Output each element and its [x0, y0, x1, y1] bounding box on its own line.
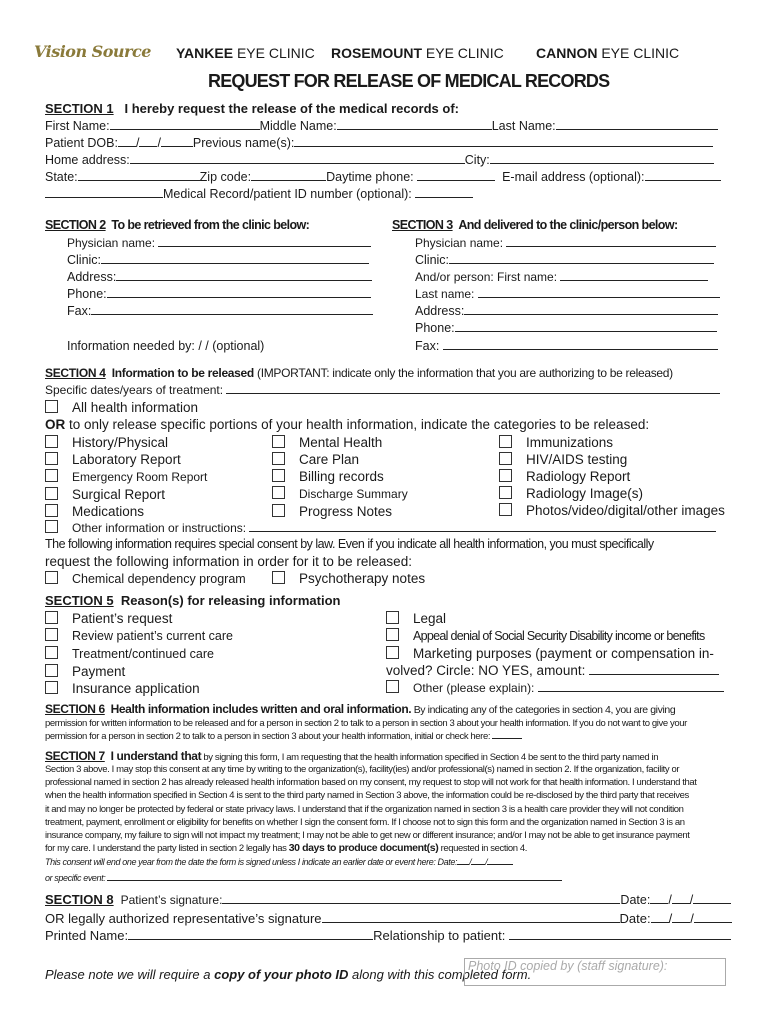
- section4-heading: SECTION 4 Information to be released (IMPORTANT: indicate only the information that you are authorizing to be released): [45, 366, 673, 380]
- s3-clinic: Clinic:: [415, 253, 714, 267]
- expire-year[interactable]: [487, 863, 513, 865]
- rep-date-m[interactable]: [651, 921, 669, 923]
- cat-mental-health[interactable]: Mental Health: [272, 434, 408, 451]
- section3-heading: SECTION 3 And delivered to the clinic/person below:: [392, 218, 678, 232]
- cat-discharge[interactable]: Discharge Summary: [272, 485, 408, 503]
- s4-dates-field[interactable]: [226, 392, 720, 394]
- s3-person: And/or person: First name:: [415, 270, 708, 284]
- page-title: REQUEST FOR RELEASE OF MEDICAL RECORDS: [208, 71, 610, 91]
- s2-address: Address:: [67, 270, 372, 284]
- s6-line2: permission for written information to be released and for a person in section 2 to talk to a person in section 3 about your health information. If you do not want to give your: [45, 718, 687, 729]
- psych-checkbox[interactable]: [272, 571, 285, 584]
- photo-id-stamp-label: Photo ID copied by (staff signature):: [468, 959, 668, 973]
- rep-date-d[interactable]: [672, 921, 690, 923]
- other-info-field[interactable]: [249, 530, 716, 532]
- photo-id-stamp-box[interactable]: [464, 958, 726, 986]
- s8-printed: Printed Name: Relationship to patient:: [45, 928, 731, 943]
- s3-phone: Phone:: [415, 321, 717, 335]
- s3-last: Last name:: [415, 287, 720, 301]
- dob-year-field[interactable]: [161, 145, 193, 147]
- row-dob: Patient DOB: / / Previous name(s):: [45, 136, 713, 150]
- s3-first-name-field[interactable]: [560, 279, 708, 281]
- s2-clinic-field[interactable]: [101, 262, 369, 264]
- s4-all-health[interactable]: All health information: [45, 400, 198, 415]
- clinic-cannon: CANNON EYE CLINIC: [536, 45, 680, 61]
- sig-date-y[interactable]: [693, 902, 731, 904]
- s8-rep: OR legally authorized representative’s signature Date: / /: [45, 911, 732, 926]
- s4-or-line: OR to only release specific portions of your health information, indicate the categories to be released:: [45, 417, 650, 432]
- reason-insurance[interactable]: Insurance application: [45, 680, 233, 697]
- section5-heading: SECTION 5 Reason(s) for releasing information: [45, 593, 341, 608]
- row-state: State: Zip code: Daytime phone: E-mail address (optional):: [45, 170, 721, 184]
- expire-month[interactable]: [457, 863, 469, 865]
- reason-appeal[interactable]: Appeal denial of Social Security Disability income or benefits: [386, 627, 724, 645]
- section7-heading: SECTION 7 I understand that by signing this form, I am requesting that the health information specified in Section 4 be sent to the third party named in: [45, 749, 659, 763]
- event-field[interactable]: [107, 879, 562, 881]
- cat-care-plan[interactable]: Care Plan: [272, 451, 408, 468]
- s4-col2: [272, 434, 408, 520]
- reason-patient-request[interactable]: Patient’s request: [45, 610, 233, 627]
- s4-col3: [499, 434, 725, 519]
- section2-heading: SECTION 2 To be retrieved from the clinic below:: [45, 218, 310, 232]
- cat-radiology-report[interactable]: Radiology Report: [499, 468, 725, 485]
- s2-needed-by: Information needed by: / / (optional): [67, 339, 265, 353]
- s3-physician: Physician name:: [415, 236, 716, 250]
- cat-medications[interactable]: Medications: [45, 503, 207, 520]
- mrn-field[interactable]: [45, 196, 163, 198]
- cat-billing[interactable]: Billing records: [272, 468, 408, 485]
- s6-initial-field[interactable]: [492, 737, 522, 739]
- reason-marketing-amount: volved? Circle: NO YES, amount:: [386, 662, 724, 679]
- previous-names-field[interactable]: [294, 145, 713, 147]
- vision-source-logo: Vision Source: [34, 42, 151, 61]
- cat-hiv[interactable]: HIV/AIDS testing: [499, 451, 725, 468]
- last-name-field[interactable]: [556, 128, 718, 130]
- printed-name-field[interactable]: [128, 938, 373, 940]
- cat-history[interactable]: History/Physical: [45, 434, 207, 451]
- expire-day[interactable]: [471, 863, 485, 865]
- dob-day-field[interactable]: [139, 145, 157, 147]
- s7-block: [45, 749, 697, 855]
- s2-phone: Phone:: [67, 287, 371, 301]
- rep-date-y[interactable]: [694, 921, 732, 923]
- cat-immunizations[interactable]: Immunizations: [499, 434, 725, 451]
- footer-note: Please note we will require a copy of your photo ID along with this completed form.: [45, 967, 532, 982]
- sig-date-d[interactable]: [672, 902, 690, 904]
- cat-photos[interactable]: Photos/video/digital/other images: [499, 502, 725, 519]
- s5-right: [386, 610, 724, 697]
- cat-radiology-image[interactable]: Radiology Image(s): [499, 485, 725, 502]
- s3-fax: Fax:: [415, 339, 718, 353]
- row-address: Home address: City:: [45, 153, 714, 167]
- cat-lab[interactable]: Laboratory Report: [45, 451, 207, 468]
- s8-sig: SECTION 8 Patient’s signature: Date: / /: [45, 892, 731, 907]
- section6-heading: SECTION 6 Health information includes written and oral information. By indicating any of the categories in section 4, you are giving: [45, 702, 676, 716]
- zip-field[interactable]: [251, 179, 326, 181]
- row-names: First Name: Middle Name: Last Name:: [45, 119, 718, 133]
- marketing-amount-field[interactable]: [589, 673, 719, 675]
- relationship-field[interactable]: [509, 938, 731, 940]
- s2-phone-field[interactable]: [107, 296, 371, 298]
- reason-other[interactable]: Other (please explain):: [386, 679, 724, 697]
- other-info-checkbox[interactable]: [45, 520, 58, 533]
- s3-physician-field[interactable]: [506, 245, 716, 247]
- s5-left: [45, 610, 233, 697]
- section1-heading: SECTION 1 I hereby request the release of the medical records of:: [45, 101, 459, 116]
- s2-address-field[interactable]: [116, 279, 372, 281]
- dob-month-field[interactable]: [118, 145, 136, 147]
- s3-clinic-field[interactable]: [449, 262, 714, 264]
- cat-er[interactable]: Emergency Room Report: [45, 468, 207, 486]
- first-name-field[interactable]: [110, 128, 260, 130]
- chem-checkbox[interactable]: [45, 571, 58, 584]
- s3-last-name-field[interactable]: [478, 296, 720, 298]
- mrn-extra-field[interactable]: [415, 196, 473, 198]
- patient-signature-field[interactable]: [222, 902, 620, 904]
- s4-consent-2: request the following information in order for it to be released:: [45, 554, 412, 569]
- s3-phone-field[interactable]: [455, 330, 717, 332]
- reason-review[interactable]: Review patient’s current care: [45, 627, 233, 645]
- cat-progress[interactable]: Progress Notes: [272, 503, 408, 520]
- s2-physician-field[interactable]: [158, 245, 371, 247]
- s4-psych[interactable]: Psychotherapy notes: [272, 571, 425, 586]
- s4-col1: [45, 434, 207, 520]
- s3-fax-field[interactable]: [443, 348, 718, 350]
- state-field[interactable]: [78, 179, 200, 181]
- s3-address-field[interactable]: [464, 313, 718, 315]
- reason-legal[interactable]: Legal: [386, 610, 724, 627]
- clinic-rosemount: ROSEMOUNT EYE CLINIC: [331, 45, 504, 61]
- cat-surgical[interactable]: Surgical Report: [45, 486, 207, 503]
- s7-text: Section 3 above. I may stop this consent at any time by writing to the organization(s), facility(ies) and/or professional(s) named in section 2. If the organization, facility or professional named in section 2 has already released health information based on my consent, my request to stop will not work for that health information. I understand that when the health information specified in Section 4 is sent to the third party named in Section 3 above, the information could be re-disclosed by the third party that receives it and may no longer be protected by federal or state privacy laws. I understand that if the organization named in section 3 is a health care provider they will not condition treatment, payment, enrollment or eligibility for benefits on whether I sign the consent form. If I choose not to sign this form and the organization named in Section 3 is an insurance company, my failure to sign will not impact my treatment; I may not be able to get new or different insurance; and/or I may not be able to get insurance payment for my care. I understand the party listed in section 2 legally has 30 days to produce document(s) requested in section 4.: [45, 764, 697, 855]
- s4-consent-1: The following information requires special consent by law. Even if you indicate all health information, you must specifically: [45, 537, 654, 551]
- rep-signature-field[interactable]: [322, 921, 620, 923]
- s7-expire: This consent will end one year from the date the form is signed unless I indicate an earlier date or event here: Date: / /: [45, 857, 513, 867]
- s2-fax: Fax:: [67, 304, 373, 318]
- s2-clinic: Clinic:: [67, 253, 369, 267]
- row-mrn: Medical Record/patient ID number (optional):: [45, 187, 473, 201]
- all-health-checkbox[interactable]: [45, 400, 58, 413]
- reason-treatment[interactable]: Treatment/continued care: [45, 645, 233, 663]
- s4-chem[interactable]: Chemical dependency program: [45, 571, 246, 586]
- reason-payment[interactable]: Payment: [45, 663, 233, 680]
- s3-address: Address:: [415, 304, 718, 318]
- sig-date-m[interactable]: [650, 902, 668, 904]
- s2-physician: Physician name:: [67, 236, 371, 250]
- reason-marketing[interactable]: Marketing purposes (payment or compensation in-: [386, 645, 724, 662]
- s4-other: Other information or instructions:: [45, 520, 716, 535]
- email-field[interactable]: [645, 179, 721, 181]
- daytime-phone-field[interactable]: [417, 179, 495, 181]
- home-address-field[interactable]: [130, 162, 465, 164]
- reason-other-field[interactable]: [538, 690, 724, 692]
- middle-name-field[interactable]: [337, 128, 492, 130]
- s6-line3: permission for a person in section 2 to talk to a person in section 3 about your health information, initial or check here:: [45, 731, 522, 742]
- s2-fax-field[interactable]: [91, 313, 373, 315]
- s4-dates: Specific dates/years of treatment:: [45, 383, 720, 397]
- clinic-yankee: YANKEE EYE CLINIC: [176, 45, 315, 61]
- city-field[interactable]: [490, 162, 714, 164]
- s7-event: or specific event:: [45, 873, 562, 883]
